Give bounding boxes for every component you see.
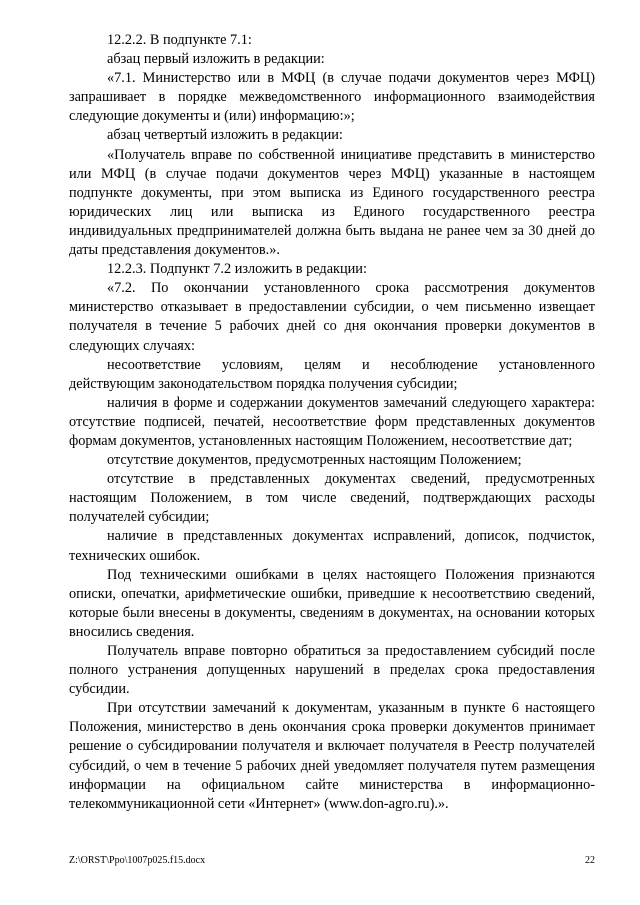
paragraph: абзац первый изложить в редакции: — [107, 51, 325, 68]
file-path: Z:\ORST\Ppo\1007p025.f15.docx — [69, 855, 206, 866]
paragraph: 12.2.3. Подпункт 7.2 изложить в редакции: — [107, 261, 367, 278]
paragraph: наличия в форме и содержании документов замечаний следующего характера: отсутствие подписей, печатей, несоответствие форм представленных документов формам документов, установленных настоящим Положением, несоответствие дат; — [69, 394, 595, 449]
paragraph: При отсутствии замечаний к документам, указанным в пункте 6 настоящего Положения, министерство в день окончания срока проверки документов принимает решение о субсидировании получателя и включает получателя в Реестр получателей субсидий, о чем в течение 5 рабочих дней уведомляет получателя путем размещения информации на официальном сайте министерства в информационно-телекоммуникационной сети «Интернет» (www.don-agro.ru).». — [69, 700, 595, 812]
paragraph: «7.1. Министерство или в МФЦ (в случае подачи документов через МФЦ) запрашивает в порядке межведомственного информационного взаимодействия следующие документы и (или) информацию:»; — [69, 70, 595, 125]
paragraph: «Получатель вправе по собственной инициативе представить в министерство или МФЦ (в случае подачи документов через МФЦ) указанные в настоящем подпункте документы, при этом выписка из Единого государственного реестра юридических лиц или выписка из Единого государственного реестра индивидуальных предпринимателей должна быть выдана не ранее чем за 30 дней до даты представления документов.». — [69, 146, 595, 259]
page-footer — [69, 855, 595, 866]
paragraph: наличие в представленных документах исправлений, дописок, подчисток, технических ошибок. — [69, 528, 595, 564]
paragraph: отсутствие в представленных документах сведений, предусмотренных настоящим Положением, в том числе сведений, подтверждающих расходы получателей субсидии; — [69, 471, 595, 526]
paragraph: отсутствие документов, предусмотренных настоящим Положением; — [107, 452, 522, 469]
document-body — [69, 31, 595, 814]
paragraph: Получатель вправе повторно обратиться за предоставлением субсидий после полного устранения допущенных нарушений в пределах срока предоставления субсидии. — [69, 643, 595, 698]
paragraph: абзац четвертый изложить в редакции: — [107, 127, 343, 144]
page-number: 22 — [585, 855, 595, 866]
paragraph: «7.2. По окончании установленного срока рассмотрения документов министерство отказывает в предоставлении субсидии, о чем письменно извещает получателя в течение 5 рабочих дней со дня окончания проверки документов в следующих случаях: — [69, 280, 595, 354]
paragraph: 12.2.2. В подпункте 7.1: — [107, 32, 252, 48]
paragraph: несоответствие условиям, целям и несоблюдение установленного действующим законодательством порядка получения субсидии; — [69, 356, 595, 392]
paragraph: Под техническими ошибками в целях настоящего Положения признаются описки, опечатки, арифметические ошибки, приведшие к несоответствию сведений, которые были внесены в документы, сведениям в документах, на основании которых вносились сведения. — [69, 566, 595, 640]
